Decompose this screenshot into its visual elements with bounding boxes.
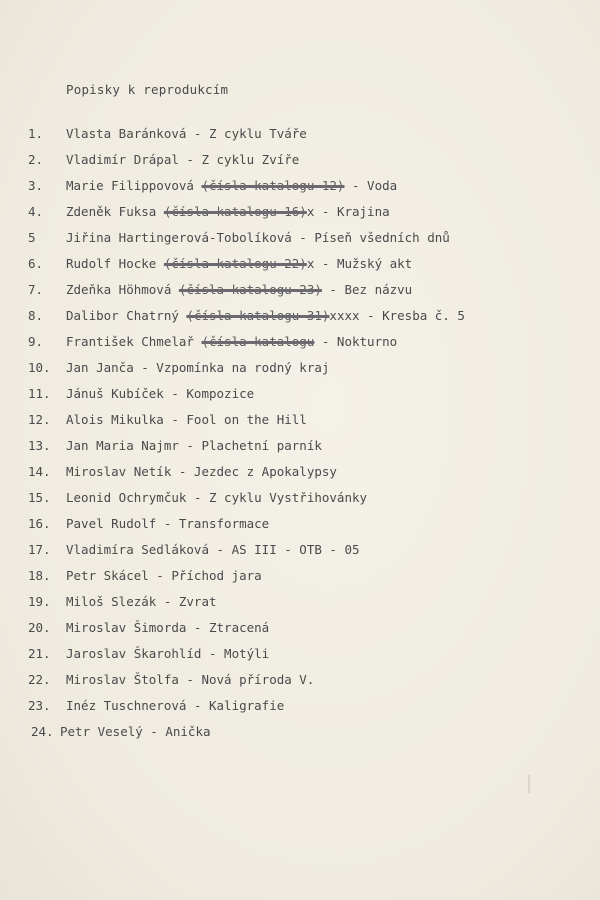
list-item: [0, 282, 600, 308]
item-text: Petr Skácel - Příchod jara: [66, 568, 262, 583]
page-title: Popisky k reprodukcím: [66, 82, 229, 97]
list-item: [0, 412, 600, 438]
item-text: Pavel Rudolf - Transformace: [66, 516, 270, 531]
item-number: 13.: [28, 438, 51, 453]
item-number: 24.: [31, 724, 54, 739]
item-number: 5: [28, 230, 36, 245]
item-number: 21.: [28, 646, 51, 661]
item-number: 2.: [28, 152, 44, 167]
item-number: 15.: [28, 490, 51, 505]
item-number: 1.: [28, 126, 44, 141]
struck-catalogue-note: (čísla katalogu 31): [186, 308, 330, 323]
list-item: [0, 464, 600, 490]
item-author: Zdeňka Höhmová: [66, 282, 179, 297]
list-item: [0, 334, 600, 360]
struck-catalogue-note: (čísla katalogu 22): [163, 256, 307, 271]
item-text: Miroslav Štolfa - Nová příroda V.: [66, 672, 315, 687]
list-item: [0, 490, 600, 516]
item-number: 12.: [28, 412, 51, 427]
item-title: - Voda: [344, 178, 398, 193]
list-item: [0, 620, 600, 646]
list-item: [0, 308, 600, 334]
item-number: 14.: [28, 464, 51, 479]
list-item: [0, 230, 600, 256]
item-author: Zdeněk Fuksa: [66, 204, 164, 219]
item-number: 18.: [28, 568, 51, 583]
item-number: 11.: [28, 386, 51, 401]
item-text: Miloš Slezák - Zvrat: [66, 594, 217, 609]
item-title: - Nokturno: [314, 334, 398, 349]
item-author: Dalibor Chatrný: [66, 308, 187, 323]
list-item: [0, 152, 600, 178]
item-text: [66, 204, 390, 219]
item-text: Jan Janča - Vzpomínka na rodný kraj: [66, 360, 330, 375]
item-text: Petr Veselý - Anička: [60, 724, 211, 739]
item-title: - Bez názvu: [321, 282, 413, 297]
item-number: 20.: [28, 620, 51, 635]
item-number: 8.: [28, 308, 44, 323]
item-text: Miroslav Šimorda - Ztracená: [66, 620, 270, 635]
list-item: [0, 386, 600, 412]
item-number: 17.: [28, 542, 51, 557]
item-text: Vladimír Drápal - Z cyklu Zvíře: [66, 152, 300, 167]
item-number: 10.: [28, 360, 51, 375]
list-item: [0, 672, 600, 698]
item-author: Marie Filippovová: [66, 178, 202, 193]
item-text: [66, 178, 397, 193]
item-text: Jánuš Kubíček - Kompozice: [66, 386, 255, 401]
item-author: František Chmelař: [66, 334, 202, 349]
list-item: [0, 516, 600, 542]
item-number: 3.: [28, 178, 44, 193]
item-number: 4.: [28, 204, 44, 219]
item-number: 22.: [28, 672, 51, 687]
list-item: [0, 126, 600, 152]
list-item: [0, 724, 600, 750]
item-title: xxxx - Kresba č. 5: [329, 308, 465, 323]
struck-catalogue-note: (čísla katalogu: [201, 334, 315, 349]
item-text: Jan Maria Najmr - Plachetní parník: [66, 438, 322, 453]
item-text: Leonid Ochrymčuk - Z cyklu Vystřihovánky: [66, 490, 368, 505]
item-text: Vlasta Baránková - Z cyklu Tváře: [66, 126, 307, 141]
item-text: Jiřina Hartingerová-Tobolíková - Píseň všedních dnů: [66, 230, 450, 245]
struck-catalogue-note: (čísla katalogu 12): [201, 178, 345, 193]
list-item: [0, 360, 600, 386]
list-item: [0, 568, 600, 594]
item-text: [66, 282, 412, 297]
item-title: x - Krajina: [306, 204, 390, 219]
item-text: Inéz Tuschnerová - Kaligrafie: [66, 698, 285, 713]
item-text: Jaroslav Škarohlíd - Motýli: [66, 646, 270, 661]
item-author: Rudolf Hocke: [66, 256, 164, 271]
list-item: [0, 204, 600, 230]
list-item: [0, 698, 600, 724]
item-text: [66, 308, 465, 323]
caption-list: [0, 126, 600, 750]
item-text: [66, 256, 412, 271]
item-number: 6.: [28, 256, 44, 271]
struck-catalogue-note: (čísla katalogu 23): [178, 282, 322, 297]
list-item: [0, 594, 600, 620]
item-number: 23.: [28, 698, 51, 713]
paper-blemish: [528, 775, 530, 793]
list-item: [0, 438, 600, 464]
list-item: [0, 256, 600, 282]
struck-catalogue-note: (čísla katalogu 16): [163, 204, 307, 219]
list-item: [0, 646, 600, 672]
list-item: [0, 178, 600, 204]
item-number: 16.: [28, 516, 51, 531]
list-item: [0, 542, 600, 568]
item-text: Alois Mikulka - Fool on the Hill: [66, 412, 307, 427]
item-title: x - Mužský akt: [306, 256, 413, 271]
item-text: Miroslav Netík - Jezdec z Apokalypsy: [66, 464, 337, 479]
item-number: 7.: [28, 282, 44, 297]
item-number: 9.: [28, 334, 44, 349]
item-text: [66, 334, 397, 349]
item-number: 19.: [28, 594, 51, 609]
item-text: Vladimíra Sedláková - AS III - OTB - 05: [66, 542, 360, 557]
